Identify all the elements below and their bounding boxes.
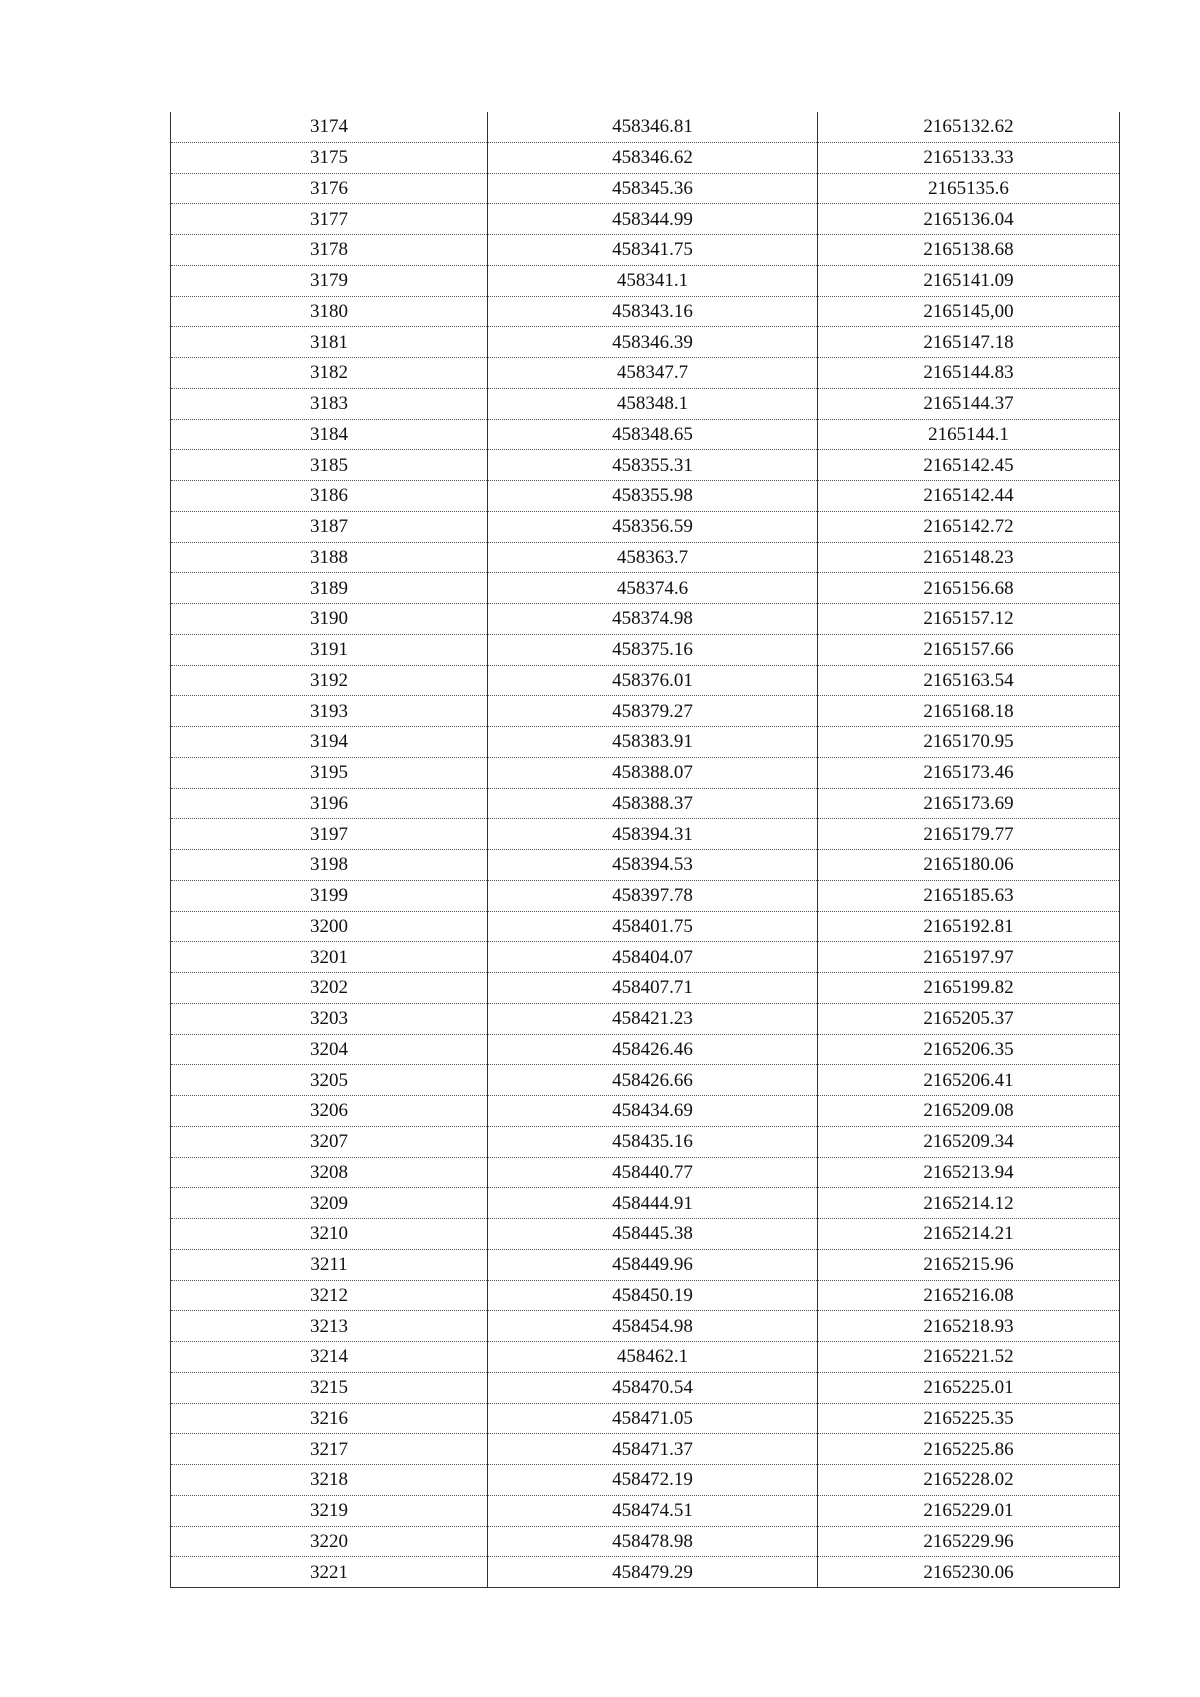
table-row (171, 1280, 1120, 1311)
y-coordinate-cell: 2165138.68 (818, 235, 1120, 266)
table-row (171, 235, 1120, 266)
table-row (171, 511, 1120, 542)
table-row (171, 973, 1120, 1004)
table-row (171, 850, 1120, 881)
y-coordinate-cell: 2165206.35 (818, 1034, 1120, 1065)
point-number-cell: 3201 (171, 942, 488, 973)
point-number-cell: 3218 (171, 1465, 488, 1496)
table-row (171, 1342, 1120, 1373)
point-number-cell: 3208 (171, 1157, 488, 1188)
y-coordinate-cell: 2165168.18 (818, 696, 1120, 727)
point-number-cell: 3184 (171, 419, 488, 450)
y-coordinate-cell: 2165229.01 (818, 1495, 1120, 1526)
table-row (171, 1372, 1120, 1403)
x-coordinate-cell: 458388.37 (488, 788, 818, 819)
x-coordinate-cell: 458341.75 (488, 235, 818, 266)
table-row (171, 819, 1120, 850)
x-coordinate-cell: 458435.16 (488, 1126, 818, 1157)
x-coordinate-cell: 458471.05 (488, 1403, 818, 1434)
y-coordinate-cell: 2165214.21 (818, 1219, 1120, 1250)
x-coordinate-cell: 458394.31 (488, 819, 818, 850)
y-coordinate-cell: 2165156.68 (818, 573, 1120, 604)
point-number-cell: 3190 (171, 604, 488, 635)
y-coordinate-cell: 2165206.41 (818, 1065, 1120, 1096)
x-coordinate-cell: 458478.98 (488, 1526, 818, 1557)
point-number-cell: 3195 (171, 757, 488, 788)
x-coordinate-cell: 458346.62 (488, 142, 818, 173)
table-row (171, 327, 1120, 358)
point-number-cell: 3180 (171, 296, 488, 327)
y-coordinate-cell: 2165225.86 (818, 1434, 1120, 1465)
y-coordinate-cell: 2165180.06 (818, 850, 1120, 881)
y-coordinate-cell: 2165132.62 (818, 112, 1120, 142)
point-number-cell: 3187 (171, 511, 488, 542)
y-coordinate-cell: 2165197.97 (818, 942, 1120, 973)
x-coordinate-cell: 458341.1 (488, 265, 818, 296)
table-row (171, 542, 1120, 573)
point-number-cell: 3199 (171, 880, 488, 911)
point-number-cell: 3191 (171, 634, 488, 665)
x-coordinate-cell: 458462.1 (488, 1342, 818, 1373)
table-row (171, 1034, 1120, 1065)
y-coordinate-cell: 2165229.96 (818, 1526, 1120, 1557)
x-coordinate-cell: 458363.7 (488, 542, 818, 573)
y-coordinate-cell: 2165225.35 (818, 1403, 1120, 1434)
y-coordinate-cell: 2165133.33 (818, 142, 1120, 173)
y-coordinate-cell: 2165209.08 (818, 1096, 1120, 1127)
point-number-cell: 3189 (171, 573, 488, 604)
point-number-cell: 3219 (171, 1495, 488, 1526)
point-number-cell: 3183 (171, 388, 488, 419)
y-coordinate-cell: 2165221.52 (818, 1342, 1120, 1373)
x-coordinate-cell: 458375.16 (488, 634, 818, 665)
x-coordinate-cell: 458397.78 (488, 880, 818, 911)
point-number-cell: 3212 (171, 1280, 488, 1311)
point-number-cell: 3177 (171, 204, 488, 235)
point-number-cell: 3181 (171, 327, 488, 358)
y-coordinate-cell: 2165205.37 (818, 1003, 1120, 1034)
table-row (171, 450, 1120, 481)
x-coordinate-cell: 458401.75 (488, 911, 818, 942)
table-row (171, 604, 1120, 635)
x-coordinate-cell: 458394.53 (488, 850, 818, 881)
table-row (171, 880, 1120, 911)
y-coordinate-cell: 2165225.01 (818, 1372, 1120, 1403)
table-row (171, 1126, 1120, 1157)
y-coordinate-cell: 2165142.45 (818, 450, 1120, 481)
point-number-cell: 3197 (171, 819, 488, 850)
table-row (171, 696, 1120, 727)
table-row (171, 788, 1120, 819)
x-coordinate-cell: 458470.54 (488, 1372, 818, 1403)
x-coordinate-cell: 458445.38 (488, 1219, 818, 1250)
x-coordinate-cell: 458450.19 (488, 1280, 818, 1311)
table-row (171, 1219, 1120, 1250)
y-coordinate-cell: 2165209.34 (818, 1126, 1120, 1157)
point-number-cell: 3182 (171, 358, 488, 389)
point-number-cell: 3186 (171, 481, 488, 512)
x-coordinate-cell: 458454.98 (488, 1311, 818, 1342)
table-row (171, 1434, 1120, 1465)
table-row (171, 1526, 1120, 1557)
point-number-cell: 3203 (171, 1003, 488, 1034)
y-coordinate-cell: 2165192.81 (818, 911, 1120, 942)
point-number-cell: 3211 (171, 1249, 488, 1280)
x-coordinate-cell: 458426.66 (488, 1065, 818, 1096)
table-row (171, 665, 1120, 696)
table-row (171, 358, 1120, 389)
x-coordinate-cell: 458383.91 (488, 727, 818, 758)
table-row (171, 1096, 1120, 1127)
table-row (171, 1311, 1120, 1342)
y-coordinate-cell: 2165157.66 (818, 634, 1120, 665)
table-row (171, 1465, 1120, 1496)
y-coordinate-cell: 2165147.18 (818, 327, 1120, 358)
y-coordinate-cell: 2165144.83 (818, 358, 1120, 389)
table-row (171, 112, 1120, 142)
point-number-cell: 3216 (171, 1403, 488, 1434)
table-row (171, 942, 1120, 973)
x-coordinate-cell: 458345.36 (488, 173, 818, 204)
table-row (171, 573, 1120, 604)
y-coordinate-cell: 2165199.82 (818, 973, 1120, 1004)
point-number-cell: 3210 (171, 1219, 488, 1250)
y-coordinate-cell: 2165170.95 (818, 727, 1120, 758)
point-number-cell: 3205 (171, 1065, 488, 1096)
y-coordinate-cell: 2165185.63 (818, 880, 1120, 911)
y-coordinate-cell: 2165173.69 (818, 788, 1120, 819)
table-row (171, 1065, 1120, 1096)
table-row (171, 1249, 1120, 1280)
point-number-cell: 3200 (171, 911, 488, 942)
point-number-cell: 3188 (171, 542, 488, 573)
point-number-cell: 3209 (171, 1188, 488, 1219)
y-coordinate-cell: 2165230.06 (818, 1557, 1120, 1588)
y-coordinate-cell: 2165135.6 (818, 173, 1120, 204)
table-row (171, 388, 1120, 419)
y-coordinate-cell: 2165213.94 (818, 1157, 1120, 1188)
x-coordinate-cell: 458343.16 (488, 296, 818, 327)
point-number-cell: 3221 (171, 1557, 488, 1588)
y-coordinate-cell: 2165218.93 (818, 1311, 1120, 1342)
point-number-cell: 3175 (171, 142, 488, 173)
x-coordinate-cell: 458449.96 (488, 1249, 818, 1280)
x-coordinate-cell: 458355.31 (488, 450, 818, 481)
table-row (171, 296, 1120, 327)
x-coordinate-cell: 458347.7 (488, 358, 818, 389)
point-number-cell: 3176 (171, 173, 488, 204)
table-row (171, 727, 1120, 758)
y-coordinate-cell: 2165142.44 (818, 481, 1120, 512)
table-row (171, 1557, 1120, 1588)
x-coordinate-cell: 458426.46 (488, 1034, 818, 1065)
y-coordinate-cell: 2165214.12 (818, 1188, 1120, 1219)
table-row (171, 481, 1120, 512)
x-coordinate-cell: 458434.69 (488, 1096, 818, 1127)
x-coordinate-cell: 458348.65 (488, 419, 818, 450)
point-number-cell: 3178 (171, 235, 488, 266)
y-coordinate-cell: 2165142.72 (818, 511, 1120, 542)
x-coordinate-cell: 458421.23 (488, 1003, 818, 1034)
y-coordinate-cell: 2165179.77 (818, 819, 1120, 850)
table-row (171, 1403, 1120, 1434)
point-number-cell: 3207 (171, 1126, 488, 1157)
point-number-cell: 3179 (171, 265, 488, 296)
point-number-cell: 3206 (171, 1096, 488, 1127)
y-coordinate-cell: 2165145,00 (818, 296, 1120, 327)
x-coordinate-cell: 458346.81 (488, 112, 818, 142)
coordinates-table (170, 112, 1120, 1588)
y-coordinate-cell: 2165173.46 (818, 757, 1120, 788)
table-row (171, 1495, 1120, 1526)
table-row (171, 1003, 1120, 1034)
table-row (171, 757, 1120, 788)
x-coordinate-cell: 458379.27 (488, 696, 818, 727)
table-row (171, 204, 1120, 235)
x-coordinate-cell: 458388.07 (488, 757, 818, 788)
coordinates-table-body (171, 112, 1120, 1588)
table-row (171, 265, 1120, 296)
y-coordinate-cell: 2165228.02 (818, 1465, 1120, 1496)
point-number-cell: 3220 (171, 1526, 488, 1557)
point-number-cell: 3217 (171, 1434, 488, 1465)
y-coordinate-cell: 2165136.04 (818, 204, 1120, 235)
point-number-cell: 3204 (171, 1034, 488, 1065)
x-coordinate-cell: 458348.1 (488, 388, 818, 419)
x-coordinate-cell: 458374.6 (488, 573, 818, 604)
x-coordinate-cell: 458346.39 (488, 327, 818, 358)
y-coordinate-cell: 2165144.37 (818, 388, 1120, 419)
point-number-cell: 3174 (171, 112, 488, 142)
x-coordinate-cell: 458404.07 (488, 942, 818, 973)
point-number-cell: 3185 (171, 450, 488, 481)
y-coordinate-cell: 2165148.23 (818, 542, 1120, 573)
x-coordinate-cell: 458356.59 (488, 511, 818, 542)
point-number-cell: 3193 (171, 696, 488, 727)
table-row (171, 634, 1120, 665)
x-coordinate-cell: 458444.91 (488, 1188, 818, 1219)
x-coordinate-cell: 458344.99 (488, 204, 818, 235)
point-number-cell: 3213 (171, 1311, 488, 1342)
x-coordinate-cell: 458374.98 (488, 604, 818, 635)
x-coordinate-cell: 458472.19 (488, 1465, 818, 1496)
point-number-cell: 3214 (171, 1342, 488, 1373)
point-number-cell: 3198 (171, 850, 488, 881)
point-number-cell: 3194 (171, 727, 488, 758)
x-coordinate-cell: 458376.01 (488, 665, 818, 696)
table-row (171, 173, 1120, 204)
point-number-cell: 3196 (171, 788, 488, 819)
y-coordinate-cell: 2165144.1 (818, 419, 1120, 450)
y-coordinate-cell: 2165215.96 (818, 1249, 1120, 1280)
y-coordinate-cell: 2165163.54 (818, 665, 1120, 696)
table-row (171, 142, 1120, 173)
x-coordinate-cell: 458474.51 (488, 1495, 818, 1526)
x-coordinate-cell: 458440.77 (488, 1157, 818, 1188)
y-coordinate-cell: 2165216.08 (818, 1280, 1120, 1311)
point-number-cell: 3215 (171, 1372, 488, 1403)
table-row (171, 1157, 1120, 1188)
x-coordinate-cell: 458479.29 (488, 1557, 818, 1588)
y-coordinate-cell: 2165141.09 (818, 265, 1120, 296)
point-number-cell: 3202 (171, 973, 488, 1004)
x-coordinate-cell: 458471.37 (488, 1434, 818, 1465)
table-row (171, 419, 1120, 450)
table-row (171, 911, 1120, 942)
x-coordinate-cell: 458355.98 (488, 481, 818, 512)
x-coordinate-cell: 458407.71 (488, 973, 818, 1004)
table-row (171, 1188, 1120, 1219)
point-number-cell: 3192 (171, 665, 488, 696)
y-coordinate-cell: 2165157.12 (818, 604, 1120, 635)
